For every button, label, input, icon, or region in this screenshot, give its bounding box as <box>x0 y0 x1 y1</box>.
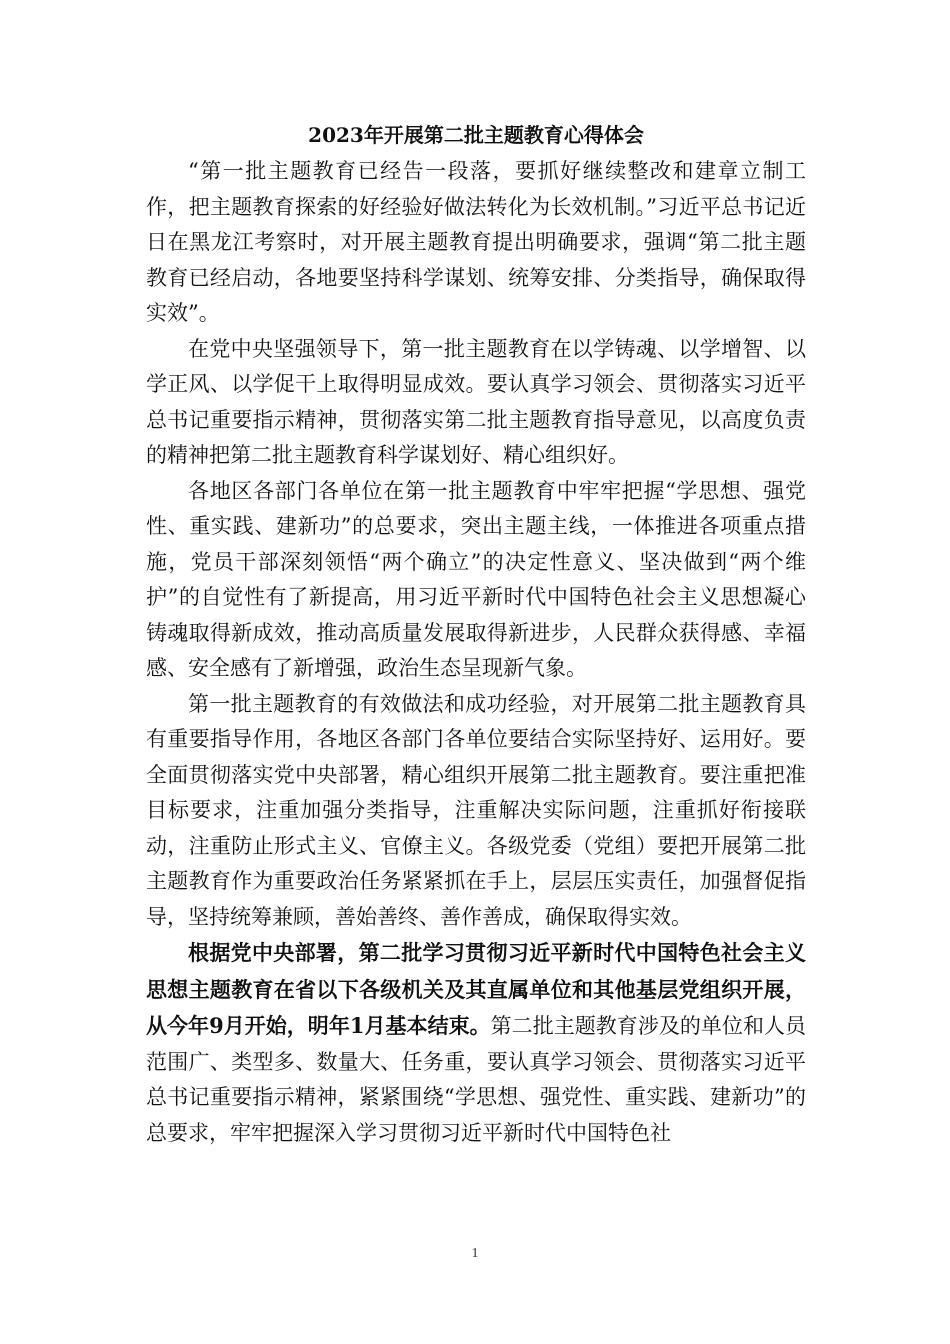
paragraph-5-rest: 第二批主题教育涉及的单位和人员范围广、类型多、数量大、任务重，要认真学习领会、贯彻落实习近平总书记重要指示精神，紧紧围绕“学思想、强党性、重实践、建新功”的总要求，牢牢把握深入学习贯彻习近平新时代中国特色社 <box>146 1014 807 1145</box>
paragraph-5-bold-lead: 根据党中央部署，第二批学习贯彻习近平新时代中国特色社会主义思想主题教育在省以下各级机关及其直属单位和其他基层党组织开展，从今年9月开始，明年1月基本结束。 <box>146 940 806 1038</box>
page-number: 1 <box>471 1246 479 1261</box>
paragraph-1: “第一批主题教育已经告一段落，要抓好继续整改和建章立制工作，把主题教育探索的好经验好做法转化为长效机制。”习近平总书记近日在黑龙江考察时，对开展主题教育提出明确要求，强调“第二批主题教育已经启动，各地要坚持科学谋划、统筹安排、分类指导，确保取得实效”。 <box>146 159 806 325</box>
paragraph-4: 第一批主题教育的有效做法和成功经验，对开展第二批主题教育具有重要指导作用，各地区各部门各单位要结合实际坚持好、运用好。要全面贯彻落实党中央部署，精心组织开展第二批主题教育。要注重把准目标要求，注重加强分类指导，注重解决实际问题，注重抓好衔接联动，注重防止形式主义、官僚主义。各级党委（党组）要把开展第二批主题教育作为重要政治任务紧紧抓在手上，层层压实责任，加强督促指导，坚持统筹兼顾，善始善终、善作善成，确保取得实效。 <box>146 691 806 929</box>
paragraph-2: 在党中央坚强领导下，第一批主题教育在以学铸魂、以学增智、以学正风、以学促干上取得明显成效。要认真学习领会、贯彻落实习近平总书记重要指示精神，贯彻落实第二批主题教育指导意见，以高度负责的精神把第二批主题教育科学谋划好、精心组织好。 <box>146 336 806 467</box>
document-title: 2023年开展第二批主题教育心得体会 <box>308 123 644 147</box>
paragraph-5 <box>146 935 806 1151</box>
document-body <box>146 118 806 1151</box>
paragraph-3: 各地区各部门各单位在第一批主题教育中牢牢把握“学思想、强党性、重实践、建新功”的总要求，突出主题主线，一体推进各项重点措施，党员干部深刻领悟“两个确立”的决定性意义、坚决做到“两个维护”的自觉性有了新提高，用习近平新时代中国特色社会主义思想凝心铸魂取得新成效，推动高质量发展取得新进步，人民群众获得感、幸福感、安全感有了新增强，政治生态呈现新气象。 <box>146 478 806 680</box>
